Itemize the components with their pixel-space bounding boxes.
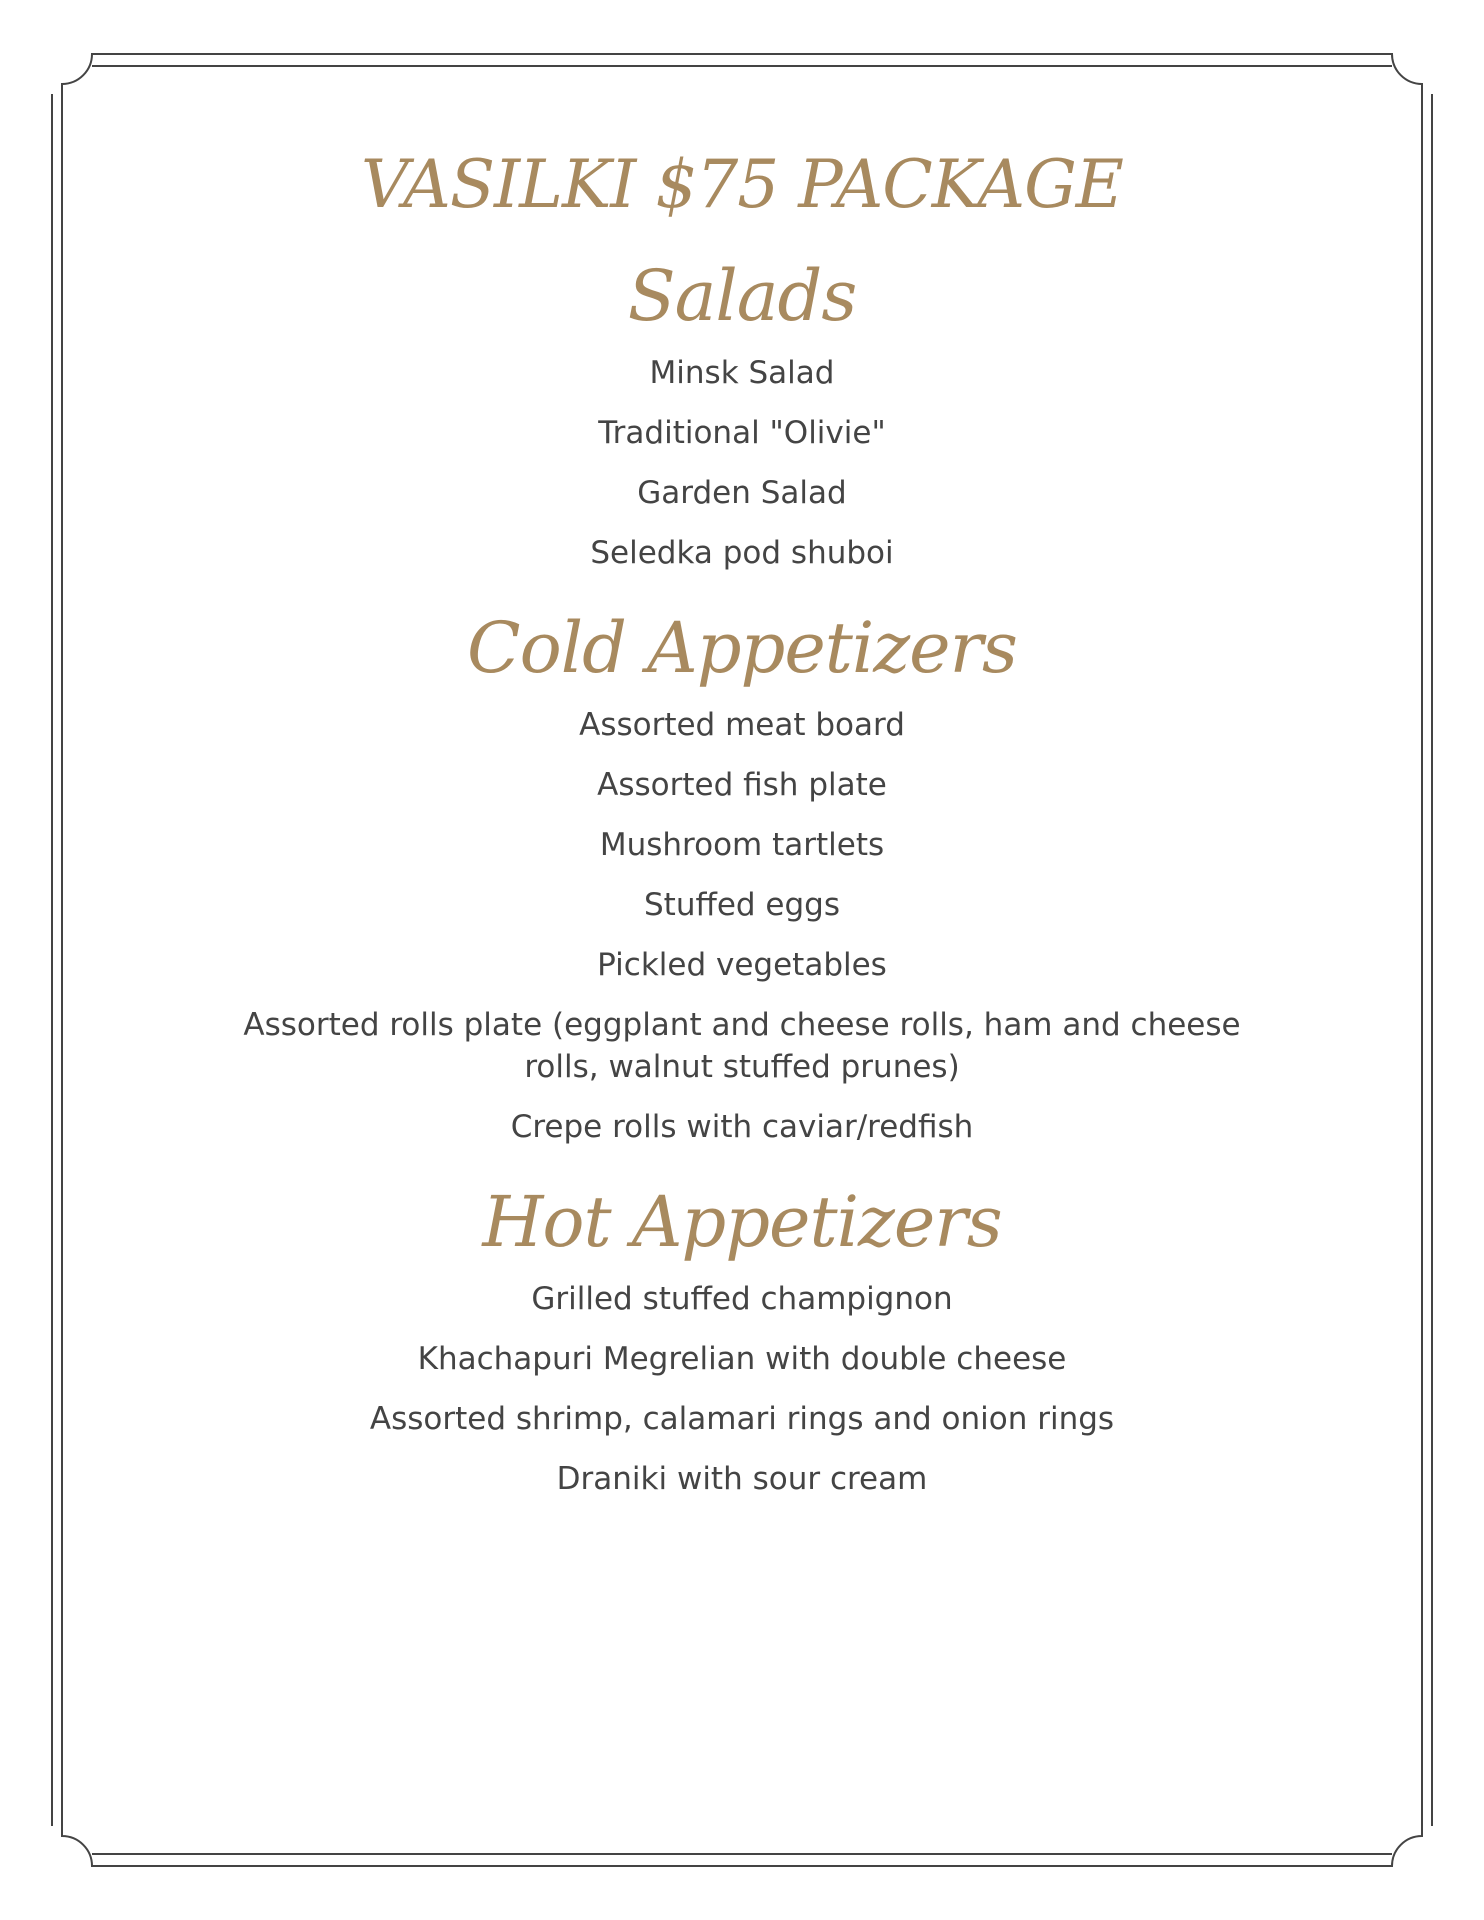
menu-item: Crepe rolls with caviar/redfish (510, 1109, 974, 1145)
menu-item: Mushroom tartlets (599, 827, 885, 863)
section-heading: Salads (627, 255, 857, 337)
menu-item: Draniki with sour cream (556, 1461, 928, 1497)
menu-item: Grilled stuffed champignon (531, 1281, 953, 1317)
menu-item: Assorted meat board (579, 707, 905, 743)
menu-page (120, 120, 1364, 1530)
package-title: VASILKI $75 PACKAGE (361, 146, 1123, 223)
menu-item: Garden Salad (637, 475, 847, 511)
section-salads (120, 252, 1364, 574)
menu-item: Assorted rolls plate (eggplant and cheese rolls, ham and cheese rolls, walnut stuffed prunes) (243, 1007, 1241, 1085)
menu-item: Traditional "Olivie" (598, 415, 886, 451)
menu-item: Minsk Salad (649, 355, 835, 391)
section-hot-appetizers (120, 1178, 1364, 1500)
section-heading: Cold Appetizers (467, 607, 1017, 689)
menu-item: Khachapuri Megrelian with double cheese (417, 1341, 1067, 1377)
menu-item: Stuffed eggs (643, 887, 841, 923)
menu-item: Pickled vegetables (597, 947, 887, 983)
menu-item: Seledka pod shuboi (590, 535, 894, 571)
menu-item: Assorted shrimp, calamari rings and onion rings (369, 1401, 1115, 1437)
section-heading: Hot Appetizers (482, 1181, 1002, 1263)
menu-item: Assorted fish plate (597, 767, 887, 803)
section-cold-appetizers (120, 604, 1364, 1148)
